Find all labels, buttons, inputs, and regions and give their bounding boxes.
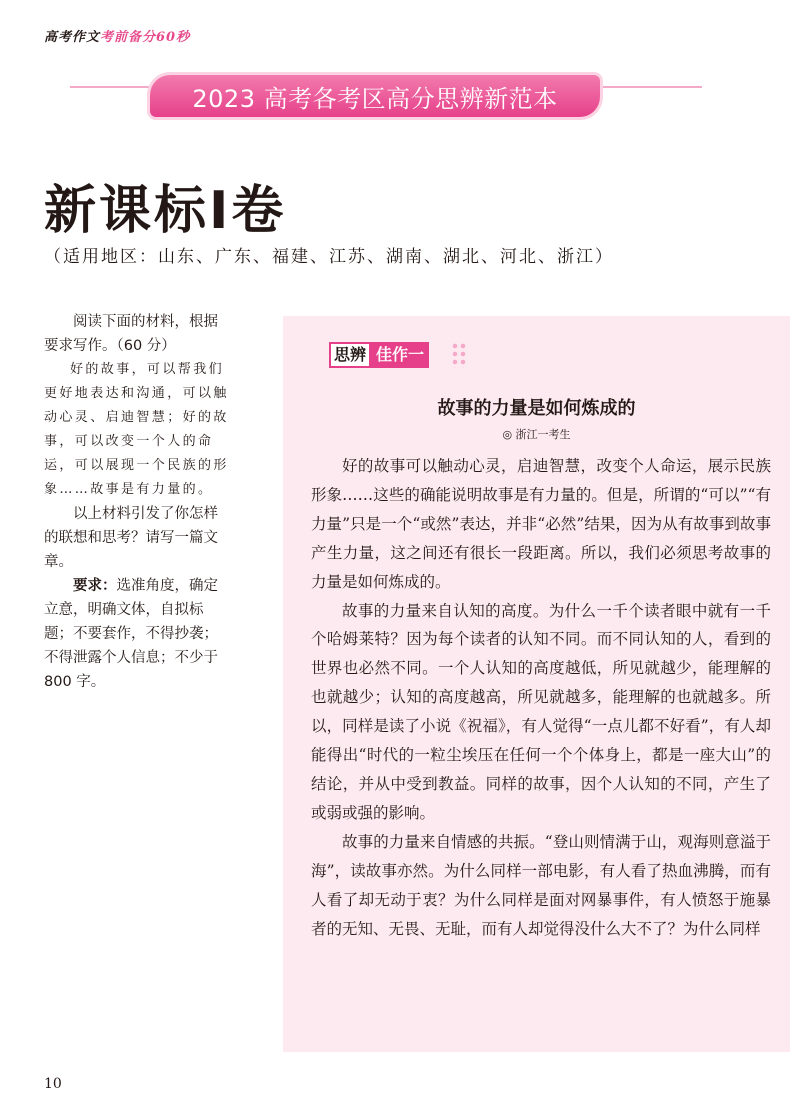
requirements-label: 要求： [73,578,117,594]
badge-rank: 佳作一 [371,342,429,368]
essay-paragraph: 好的故事可以触动心灵，启迪智慧，改变个人命运，展示民族形象……这些的确能说明故事是有力量的。但是，所谓的“可以”“有力量”只是一个“或然”表达，并非“必然”结果，因为从有故事到故事产生力量，这之间还有很长一段距离。所以，我们必须思考故事的力量是如何炼成的。 [311,457,771,591]
essay-body [311,452,771,943]
exam-title: 新课标Ⅰ卷 [44,181,287,241]
essay-paragraph: 故事的力量来自情感的共振。“登山则情满于山，观海则意溢于海”，读故事亦然。为什么同样一部电影，有人看了热血沸腾，而有人看了却无动于衷？为什么同样是面对网暴事件，有人愤怒于施暴者的无知、无畏、无耻，而有人却觉得没什么大不了？为什么同样 [311,832,771,938]
writing-prompt [44,310,232,694]
badge-category: 思辨 [329,342,371,368]
essay-author: ◎ 浙江一考生 [502,428,571,441]
page-number: 10 [44,1076,62,1092]
prompt-requirements [44,574,232,694]
section-banner [150,75,600,117]
prompt-intro: 阅读下面的材料，根据要求写作。（60 分） [44,314,218,354]
applicable-regions: （适用地区：山东、广东、福建、江苏、湖南、湖北、河北、浙江） [44,247,614,267]
decorative-dots [451,342,467,368]
prompt-material: 好的故事，可以帮我们更好地表达和沟通，可以触动心灵、启迪智慧；好的故事，可以改变一个人的命运，可以展现一个民族的形象……故事是有力量的。 [44,362,229,497]
banner-text: 2023 高考各考区高分思辨新范本 [192,84,558,113]
running-header [44,26,190,45]
essay-title: 故事的力量是如何炼成的 [437,398,636,419]
essay-badge [329,342,429,368]
series-name: 高考作文 [44,30,101,45]
requirements-text: 选准角度，确定立意，明确文体，自拟标题；不要套作，不得抄袭；不得泄露个人信息；不少于 800 字。 [44,578,218,690]
series-subtitle: 考前备分60秒 [100,30,191,45]
prompt-question: 以上材料引发了你怎样的联想和思考？请写一篇文章。 [44,506,218,570]
essay-panel [283,316,790,1052]
essay-paragraph: 故事的力量来自认知的高度。为什么一千个读者眼中就有一千个哈姆莱特？因为每个读者的认知不同。而不同认知的人，看到的世界也必然不同。一个人认知的高度越低，所见就越少，能理解的也就越少；认知的高度越高，所见就越多，能理解的也就越多。所以，同样是读了小说《祝福》，有人觉得“一点儿都不好看”，有人却能得出“时代的一粒尘埃压在任何一个个体身上，都是一座大山”的结论，并从中受到教益。同样的故事，因个人认知的不同，产生了或弱或强的影响。 [311,601,771,822]
